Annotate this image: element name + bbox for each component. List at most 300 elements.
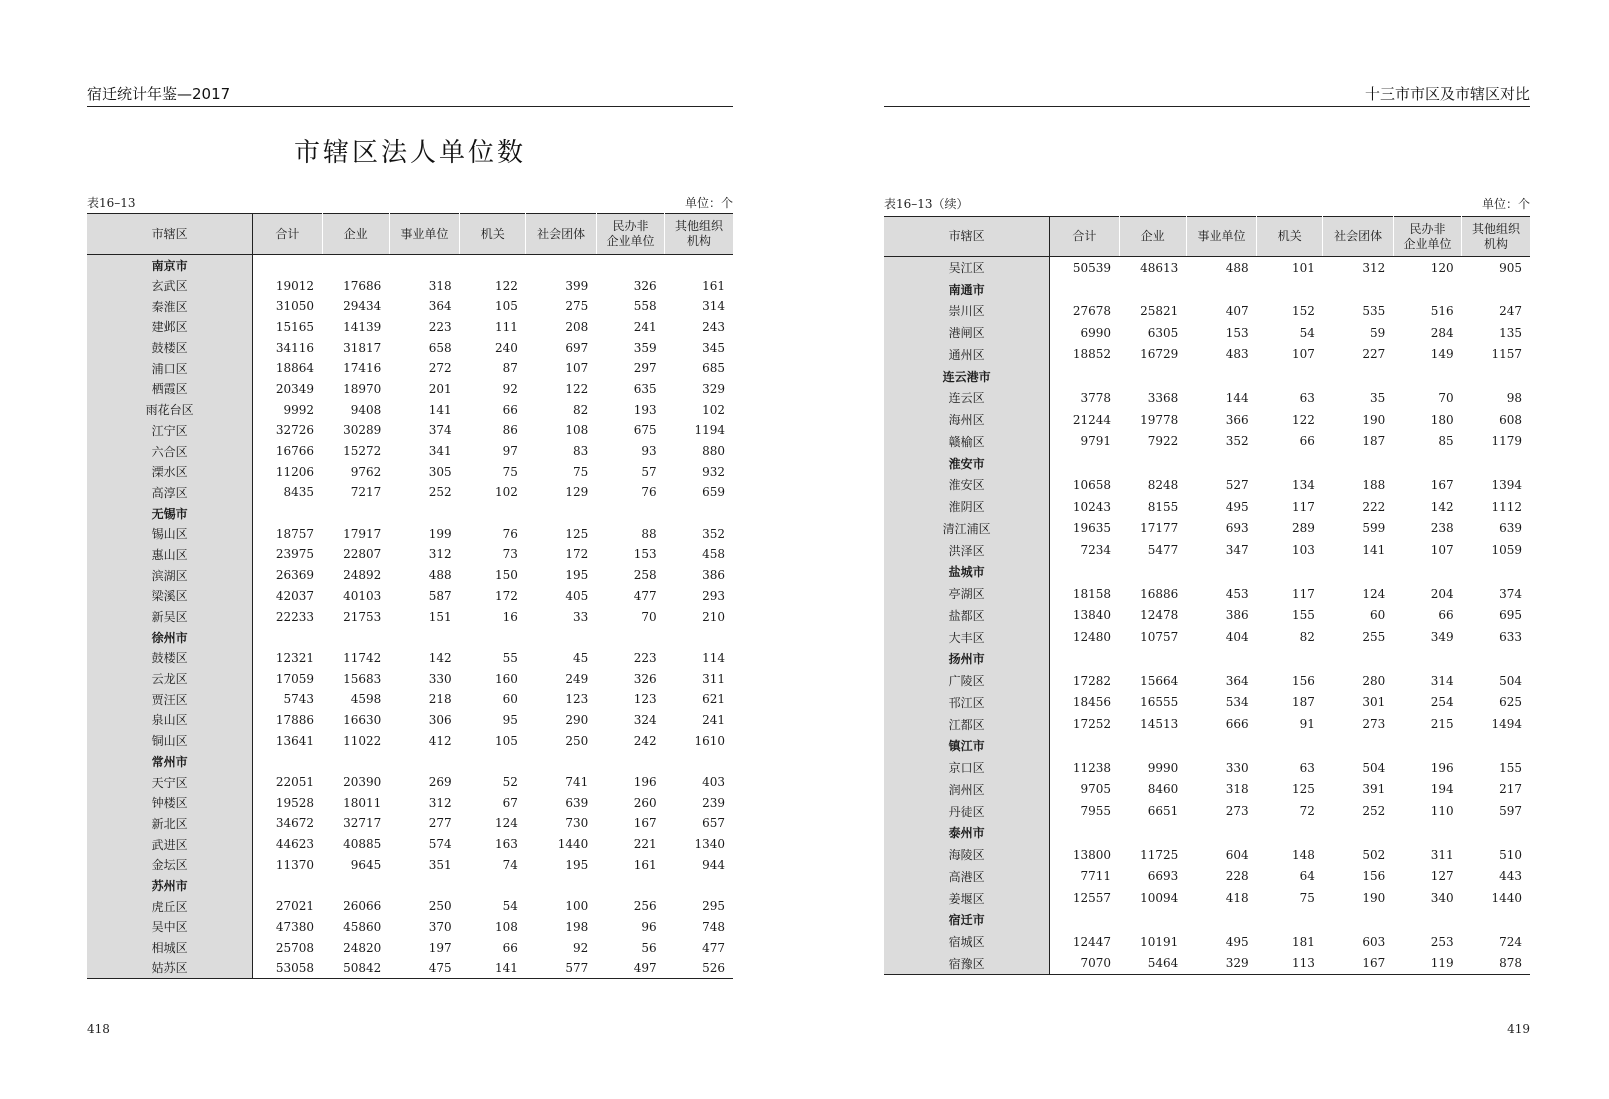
table-cell: 7070 <box>1080 956 1111 971</box>
running-head-right: 十三市市区及市辖区对比 <box>884 84 1530 107</box>
table-cell: 6990 <box>1080 325 1111 340</box>
table-cell: 18852 <box>1072 347 1111 362</box>
table-header-row <box>87 214 733 255</box>
district-name: 滨湖区 <box>87 565 253 586</box>
table-cell: 352 <box>1225 434 1249 449</box>
district-name: 崇川区 <box>884 300 1050 322</box>
table-cell <box>1323 365 1393 387</box>
table-cell: 9645 <box>350 857 382 872</box>
district-name: 淮安区 <box>884 474 1050 496</box>
table-cell <box>526 627 596 648</box>
table-cell: 107 <box>1292 347 1315 362</box>
city-row <box>884 365 1530 387</box>
table-cell: 18456 <box>1072 695 1111 710</box>
table-cell <box>1323 822 1393 844</box>
table-cell <box>1050 561 1119 583</box>
table-cell <box>1257 822 1323 844</box>
district-name: 淮阴区 <box>884 496 1050 518</box>
table-cell: 124 <box>495 816 518 831</box>
table-cell: 11238 <box>1072 760 1111 775</box>
table-cell: 73 <box>502 547 518 562</box>
table-cell: 374 <box>428 423 452 438</box>
table-cell: 7955 <box>1080 804 1111 819</box>
table-cell: 18970 <box>343 381 382 396</box>
table-cell: 1194 <box>694 423 725 438</box>
table-cell: 152 <box>1292 303 1315 318</box>
table-cell: 13800 <box>1072 847 1111 862</box>
table-cell: 443 <box>1499 869 1522 884</box>
table-cell: 11206 <box>275 464 314 479</box>
table-cell <box>665 627 733 648</box>
table-cell <box>665 751 733 772</box>
table-cell: 405 <box>565 588 589 603</box>
table-cell <box>1462 452 1530 474</box>
table-cell <box>1186 278 1256 300</box>
table-cell: 8155 <box>1147 499 1179 514</box>
table-cell: 82 <box>1299 630 1315 645</box>
table-cell: 55 <box>502 650 518 665</box>
table-cell: 87 <box>502 361 518 376</box>
table-cell <box>1462 822 1530 844</box>
table-cell: 105 <box>495 733 518 748</box>
table-cell: 148 <box>1292 847 1315 862</box>
table-cell: 95 <box>502 712 518 727</box>
table-cell: 477 <box>702 940 725 955</box>
table-cell: 306 <box>428 712 452 727</box>
table-cell <box>526 503 596 524</box>
table-cell: 76 <box>502 526 518 541</box>
table-cell: 135 <box>1499 325 1522 340</box>
table-cell: 26066 <box>343 899 382 914</box>
table-cell: 1340 <box>694 837 725 852</box>
table-cell: 222 <box>1362 499 1386 514</box>
table-cell: 10658 <box>1072 477 1111 492</box>
table-cell: 85 <box>1438 434 1454 449</box>
table-row <box>87 854 733 875</box>
table-cell: 277 <box>428 816 452 831</box>
table-cell: 16555 <box>1140 695 1179 710</box>
table-cell: 242 <box>633 733 657 748</box>
table-row <box>884 344 1530 366</box>
table-cell: 195 <box>565 568 589 583</box>
district-name: 赣榆区 <box>884 431 1050 453</box>
table-cell: 82 <box>573 402 589 417</box>
table-cell: 3368 <box>1147 390 1179 405</box>
district-name: 高港区 <box>884 866 1050 888</box>
table-cell: 56 <box>641 940 657 955</box>
table-cell: 17252 <box>1072 717 1111 732</box>
table-cell <box>1323 735 1393 757</box>
table-cell: 5743 <box>283 692 314 707</box>
table-cell <box>389 255 459 276</box>
table-cell: 16630 <box>343 712 382 727</box>
table-cell <box>1119 365 1186 387</box>
table-row <box>87 420 733 441</box>
table-cell: 31817 <box>343 340 382 355</box>
table-cell <box>460 503 526 524</box>
table-cell: 155 <box>1292 608 1315 623</box>
table-cell: 188 <box>1362 477 1386 492</box>
table-row <box>87 482 733 503</box>
table-cell: 24820 <box>343 940 382 955</box>
district-name: 雨花台区 <box>87 399 253 420</box>
table-cell: 418 <box>1225 891 1249 906</box>
table-cell: 221 <box>633 837 657 852</box>
district-name: 洪泽区 <box>884 539 1050 561</box>
table-cell: 12321 <box>275 650 314 665</box>
table-row <box>87 379 733 400</box>
table-cell: 40885 <box>343 837 382 852</box>
table-cell: 141 <box>428 402 452 417</box>
table-cell <box>460 627 526 648</box>
column-header-district: 市辖区 <box>87 214 253 255</box>
table-row <box>884 670 1530 692</box>
table-cell: 160 <box>495 671 518 686</box>
table-cell <box>460 751 526 772</box>
table-cell: 290 <box>565 712 589 727</box>
district-name: 浦口区 <box>87 358 253 379</box>
table-cell <box>1257 735 1323 757</box>
table-cell: 34672 <box>275 816 314 831</box>
table-header-row <box>884 217 1530 257</box>
table-cell: 275 <box>565 299 589 314</box>
table-cell: 161 <box>633 857 657 872</box>
table-cell: 314 <box>702 299 725 314</box>
table-cell: 345 <box>702 340 725 355</box>
table-row <box>884 257 1530 279</box>
table-cell: 141 <box>495 960 518 975</box>
table-cell: 314 <box>1430 673 1454 688</box>
page-number-left: 418 <box>87 1022 110 1036</box>
table-cell: 6651 <box>1147 804 1179 819</box>
city-name: 南京市 <box>87 255 253 276</box>
table-cell: 253 <box>1430 934 1454 949</box>
table-cell: 1494 <box>1491 717 1522 732</box>
table-cell: 88 <box>641 526 657 541</box>
table-cell: 633 <box>1499 630 1522 645</box>
table-cell: 199 <box>428 526 452 541</box>
district-name: 海州区 <box>884 409 1050 431</box>
city-row <box>884 452 1530 474</box>
district-name: 江宁区 <box>87 420 253 441</box>
table-cell: 318 <box>1225 782 1249 797</box>
table-cell: 54 <box>1299 325 1315 340</box>
city-row <box>884 648 1530 670</box>
table-cell: 105 <box>495 299 518 314</box>
table-cell: 535 <box>1362 303 1386 318</box>
table-cell: 5477 <box>1147 543 1179 558</box>
table-cell: 47380 <box>275 919 314 934</box>
table-cell: 475 <box>428 960 452 975</box>
table-cell <box>1186 648 1256 670</box>
table-cell: 63 <box>1299 760 1315 775</box>
table-cell: 340 <box>1430 891 1454 906</box>
table-cell: 66 <box>1438 608 1454 623</box>
district-name: 海陵区 <box>884 844 1050 866</box>
table-cell: 190 <box>1362 412 1386 427</box>
table-cell <box>596 255 664 276</box>
table-cell: 5464 <box>1147 956 1179 971</box>
table-cell <box>322 503 389 524</box>
table-cell: 284 <box>1430 325 1454 340</box>
table-cell: 156 <box>1362 869 1386 884</box>
table-cell <box>665 875 733 896</box>
table-cell: 187 <box>1362 434 1386 449</box>
table-cell: 98 <box>1506 390 1522 405</box>
table-cell: 102 <box>702 402 725 417</box>
table-cell: 134 <box>1292 477 1315 492</box>
district-name: 锡山区 <box>87 523 253 544</box>
city-row <box>884 561 1530 583</box>
table-cell <box>1257 452 1323 474</box>
table-cell: 19778 <box>1140 412 1179 427</box>
district-name: 天宁区 <box>87 772 253 793</box>
district-name: 广陵区 <box>884 670 1050 692</box>
table-cell: 25821 <box>1140 303 1179 318</box>
table-cell: 7234 <box>1080 543 1111 558</box>
table-cell: 297 <box>633 361 657 376</box>
table-cell: 72 <box>1299 804 1315 819</box>
table-cell <box>1050 822 1119 844</box>
table-cell: 453 <box>1225 586 1249 601</box>
city-row <box>87 751 733 772</box>
table-cell: 658 <box>428 340 452 355</box>
table-cell: 25708 <box>275 940 314 955</box>
table-row <box>87 606 733 627</box>
table-cell: 127 <box>1430 869 1454 884</box>
table-cell: 351 <box>428 857 452 872</box>
table-cell: 208 <box>565 319 589 334</box>
table-cell <box>1186 735 1256 757</box>
table-cell: 495 <box>1225 499 1249 514</box>
table-body-right <box>884 257 1530 975</box>
table-cell <box>1462 648 1530 670</box>
table-cell: 1179 <box>1491 434 1522 449</box>
table-cell: 57 <box>641 464 657 479</box>
table-cell <box>1119 735 1186 757</box>
table-cell: 117 <box>1292 499 1315 514</box>
table-row <box>87 958 733 979</box>
table-cell: 75 <box>573 464 589 479</box>
city-row <box>87 875 733 896</box>
table-cell: 504 <box>1362 760 1386 775</box>
table-cell <box>526 875 596 896</box>
column-header: 民办非 企业单位 <box>1393 217 1461 257</box>
table-cell: 347 <box>1225 543 1249 558</box>
table-cell: 34116 <box>275 340 314 355</box>
table-cell: 197 <box>428 940 452 955</box>
table-cell: 458 <box>702 547 725 562</box>
table-cell: 64 <box>1299 869 1315 884</box>
table-cell: 272 <box>428 361 452 376</box>
column-header: 事业单位 <box>1186 217 1256 257</box>
district-name: 京口区 <box>884 757 1050 779</box>
table-cell: 695 <box>1499 608 1522 623</box>
table-cell: 488 <box>1225 260 1249 275</box>
table-row <box>884 626 1530 648</box>
table-cell: 483 <box>1225 347 1249 362</box>
table-cell <box>1050 909 1119 931</box>
table-cell: 526 <box>702 960 725 975</box>
table-cell: 252 <box>1362 804 1386 819</box>
table-cell <box>1119 909 1186 931</box>
table-cell: 50842 <box>343 960 382 975</box>
column-header: 合计 <box>253 214 322 255</box>
table-cell: 108 <box>495 919 518 934</box>
city-row <box>884 278 1530 300</box>
table-cell: 153 <box>633 547 657 562</box>
table-caption-left <box>87 195 733 211</box>
table-row <box>884 583 1530 605</box>
table-cell: 172 <box>565 547 589 562</box>
district-name: 惠山区 <box>87 544 253 565</box>
table-cell: 32726 <box>275 423 314 438</box>
table-row <box>87 668 733 689</box>
column-header: 合计 <box>1050 217 1119 257</box>
table-cell: 878 <box>1499 956 1522 971</box>
table-row <box>884 713 1530 735</box>
district-name: 相城区 <box>87 937 253 958</box>
table-row <box>87 937 733 958</box>
district-name: 秦淮区 <box>87 296 253 317</box>
table-cell: 17059 <box>275 671 314 686</box>
table-row <box>87 730 733 751</box>
table-cell: 193 <box>633 402 657 417</box>
table-cell: 364 <box>1225 673 1249 688</box>
table-cell: 577 <box>565 960 589 975</box>
table-cell: 223 <box>633 650 657 665</box>
table-cell: 329 <box>1225 956 1249 971</box>
unit-label: 单位：个 <box>684 196 733 210</box>
table-cell <box>1119 278 1186 300</box>
table-cell <box>1050 452 1119 474</box>
table-cell: 15683 <box>343 671 382 686</box>
city-name: 连云港市 <box>884 365 1050 387</box>
table-cell: 122 <box>495 278 518 293</box>
table-cell <box>665 503 733 524</box>
table-cell: 9990 <box>1147 760 1179 775</box>
table-row <box>87 648 733 669</box>
table-cell: 17686 <box>343 278 382 293</box>
table-row <box>87 586 733 607</box>
table-cell <box>460 255 526 276</box>
unit-label: 单位：个 <box>1481 197 1530 211</box>
table-cell: 386 <box>702 568 725 583</box>
table-cell: 289 <box>1292 521 1315 536</box>
table-row <box>884 474 1530 496</box>
table-cell: 12478 <box>1140 608 1179 623</box>
table-cell: 196 <box>1430 760 1454 775</box>
table-cell: 122 <box>1292 412 1315 427</box>
table-row <box>884 800 1530 822</box>
table-row <box>87 296 733 317</box>
table-cell: 83 <box>573 444 589 459</box>
table-row <box>87 441 733 462</box>
table-cell: 19635 <box>1072 521 1111 536</box>
table-cell: 258 <box>633 568 657 583</box>
table-cell: 18757 <box>275 526 314 541</box>
table-cell: 11742 <box>343 650 382 665</box>
table-row <box>884 300 1530 322</box>
table-cell: 250 <box>565 733 589 748</box>
table-cell <box>596 751 664 772</box>
table-cell: 741 <box>565 775 589 790</box>
table-caption-right <box>884 196 1530 212</box>
table-cell: 273 <box>1362 717 1386 732</box>
table-cell: 196 <box>633 775 657 790</box>
city-name: 常州市 <box>87 751 253 772</box>
table-cell <box>322 255 389 276</box>
table-cell: 7922 <box>1147 434 1179 449</box>
table-cell: 215 <box>1430 717 1454 732</box>
table-cell <box>1257 909 1323 931</box>
table-cell <box>1186 561 1256 583</box>
table-cell: 30289 <box>343 423 382 438</box>
table-cell: 1059 <box>1491 543 1522 558</box>
table-cell <box>389 503 459 524</box>
district-name: 虎丘区 <box>87 896 253 917</box>
table-cell: 17886 <box>275 712 314 727</box>
table-cell: 603 <box>1362 934 1386 949</box>
table-cell <box>1393 452 1461 474</box>
table-row <box>884 757 1530 779</box>
column-header: 社会团体 <box>1323 217 1393 257</box>
table-row <box>87 834 733 855</box>
table-cell: 495 <box>1225 934 1249 949</box>
district-name: 云龙区 <box>87 668 253 689</box>
table-cell <box>1186 822 1256 844</box>
table-cell: 190 <box>1362 891 1386 906</box>
table-cell <box>1323 648 1393 670</box>
table-cell: 217 <box>1499 782 1522 797</box>
table-cell: 1610 <box>694 733 725 748</box>
table-cell: 412 <box>428 733 452 748</box>
table-cell: 187 <box>1292 695 1315 710</box>
table-cell: 108 <box>565 423 589 438</box>
table-cell: 3778 <box>1080 390 1111 405</box>
district-name: 钟楼区 <box>87 792 253 813</box>
table-cell: 730 <box>565 816 589 831</box>
table-cell: 587 <box>428 588 452 603</box>
table-cell: 273 <box>1225 804 1249 819</box>
city-name: 苏州市 <box>87 875 253 896</box>
city-name: 南通市 <box>884 278 1050 300</box>
district-name: 亭湖区 <box>884 583 1050 605</box>
table-cell: 167 <box>633 816 657 831</box>
table-cell <box>665 255 733 276</box>
table-cell <box>389 627 459 648</box>
table-cell: 48613 <box>1140 260 1179 275</box>
table-cell <box>1050 648 1119 670</box>
table-cell: 243 <box>702 319 725 334</box>
table-cell: 12557 <box>1072 891 1111 906</box>
table-cell <box>596 503 664 524</box>
table-cell: 20390 <box>343 775 382 790</box>
table-cell <box>1393 278 1461 300</box>
table-cell: 201 <box>428 381 452 396</box>
table-row <box>87 358 733 379</box>
table-cell: 75 <box>1299 891 1315 906</box>
table-cell: 19012 <box>275 278 314 293</box>
table-cell <box>1462 561 1530 583</box>
district-name: 吴中区 <box>87 917 253 938</box>
table-cell <box>253 751 322 772</box>
table-cell: 18158 <box>1072 586 1111 601</box>
district-name: 连云区 <box>884 387 1050 409</box>
table-cell: 11022 <box>343 733 382 748</box>
table-row <box>87 565 733 586</box>
city-name: 宿迁市 <box>884 909 1050 931</box>
